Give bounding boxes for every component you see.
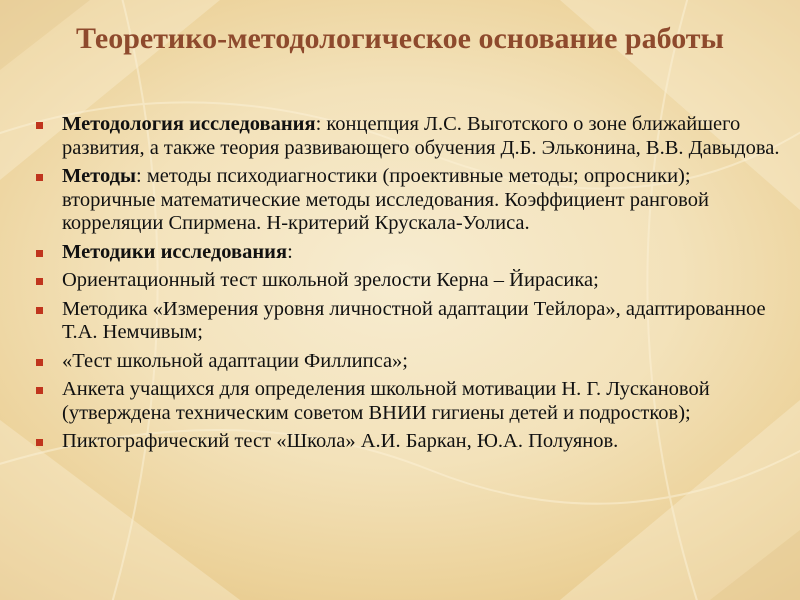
list-item-text: : методы психодиагностики (проективные методы; опросники); вторичные математические методы исследования. Коэффициент ранговой корреляции Спирмена. Н-критерий Крускала-Уолиса.	[62, 165, 709, 234]
list-item	[36, 165, 784, 236]
list-item-heading: Методология исследования	[62, 113, 316, 135]
list-item-text: Пиктографический тест «Школа» А.И. Баркан, Ю.А. Полуянов.	[62, 430, 619, 452]
square-bullet-icon	[36, 250, 43, 257]
square-bullet-icon	[36, 278, 43, 285]
list-item-text: Анкета учащихся для определения школьной мотивации Н. Г. Лускановой (утверждена техническим советом ВНИИ гигиены детей и подростков);	[62, 378, 710, 424]
list-item-text: Методика «Измерения уровня личностной адаптации Тейлора», адаптированное Т.А. Немчивым;	[62, 297, 766, 343]
list-item-text: : концепция Л.С. Выготского о зоне ближайшего развития, а также теория развивающего обучения Д.Б. Эльконина, В.В. Давыдова.	[62, 113, 780, 159]
list-item	[36, 350, 784, 374]
square-bullet-icon	[36, 122, 43, 129]
slide-title: Теоретико-методологическое основание работы	[76, 22, 724, 55]
square-bullet-icon	[36, 387, 43, 394]
list-item	[36, 113, 784, 160]
list-item-heading: Методы	[62, 165, 137, 187]
list-item-text: Ориентационный тест школьной зрелости Керна – Йирасика;	[62, 269, 599, 291]
square-bullet-icon	[36, 359, 43, 366]
list-item-text: :	[287, 240, 293, 263]
list-item	[36, 430, 784, 454]
square-bullet-icon	[36, 307, 43, 314]
bullet-list	[36, 113, 784, 459]
list-item	[36, 241, 784, 265]
square-bullet-icon	[36, 174, 43, 181]
list-item	[36, 269, 784, 293]
square-bullet-icon	[36, 439, 43, 446]
list-item	[36, 378, 784, 425]
list-item-text: «Тест школьной адаптации Филлипса»;	[62, 349, 408, 372]
list-item	[36, 298, 784, 345]
list-item-heading: Методики исследования	[62, 240, 288, 263]
